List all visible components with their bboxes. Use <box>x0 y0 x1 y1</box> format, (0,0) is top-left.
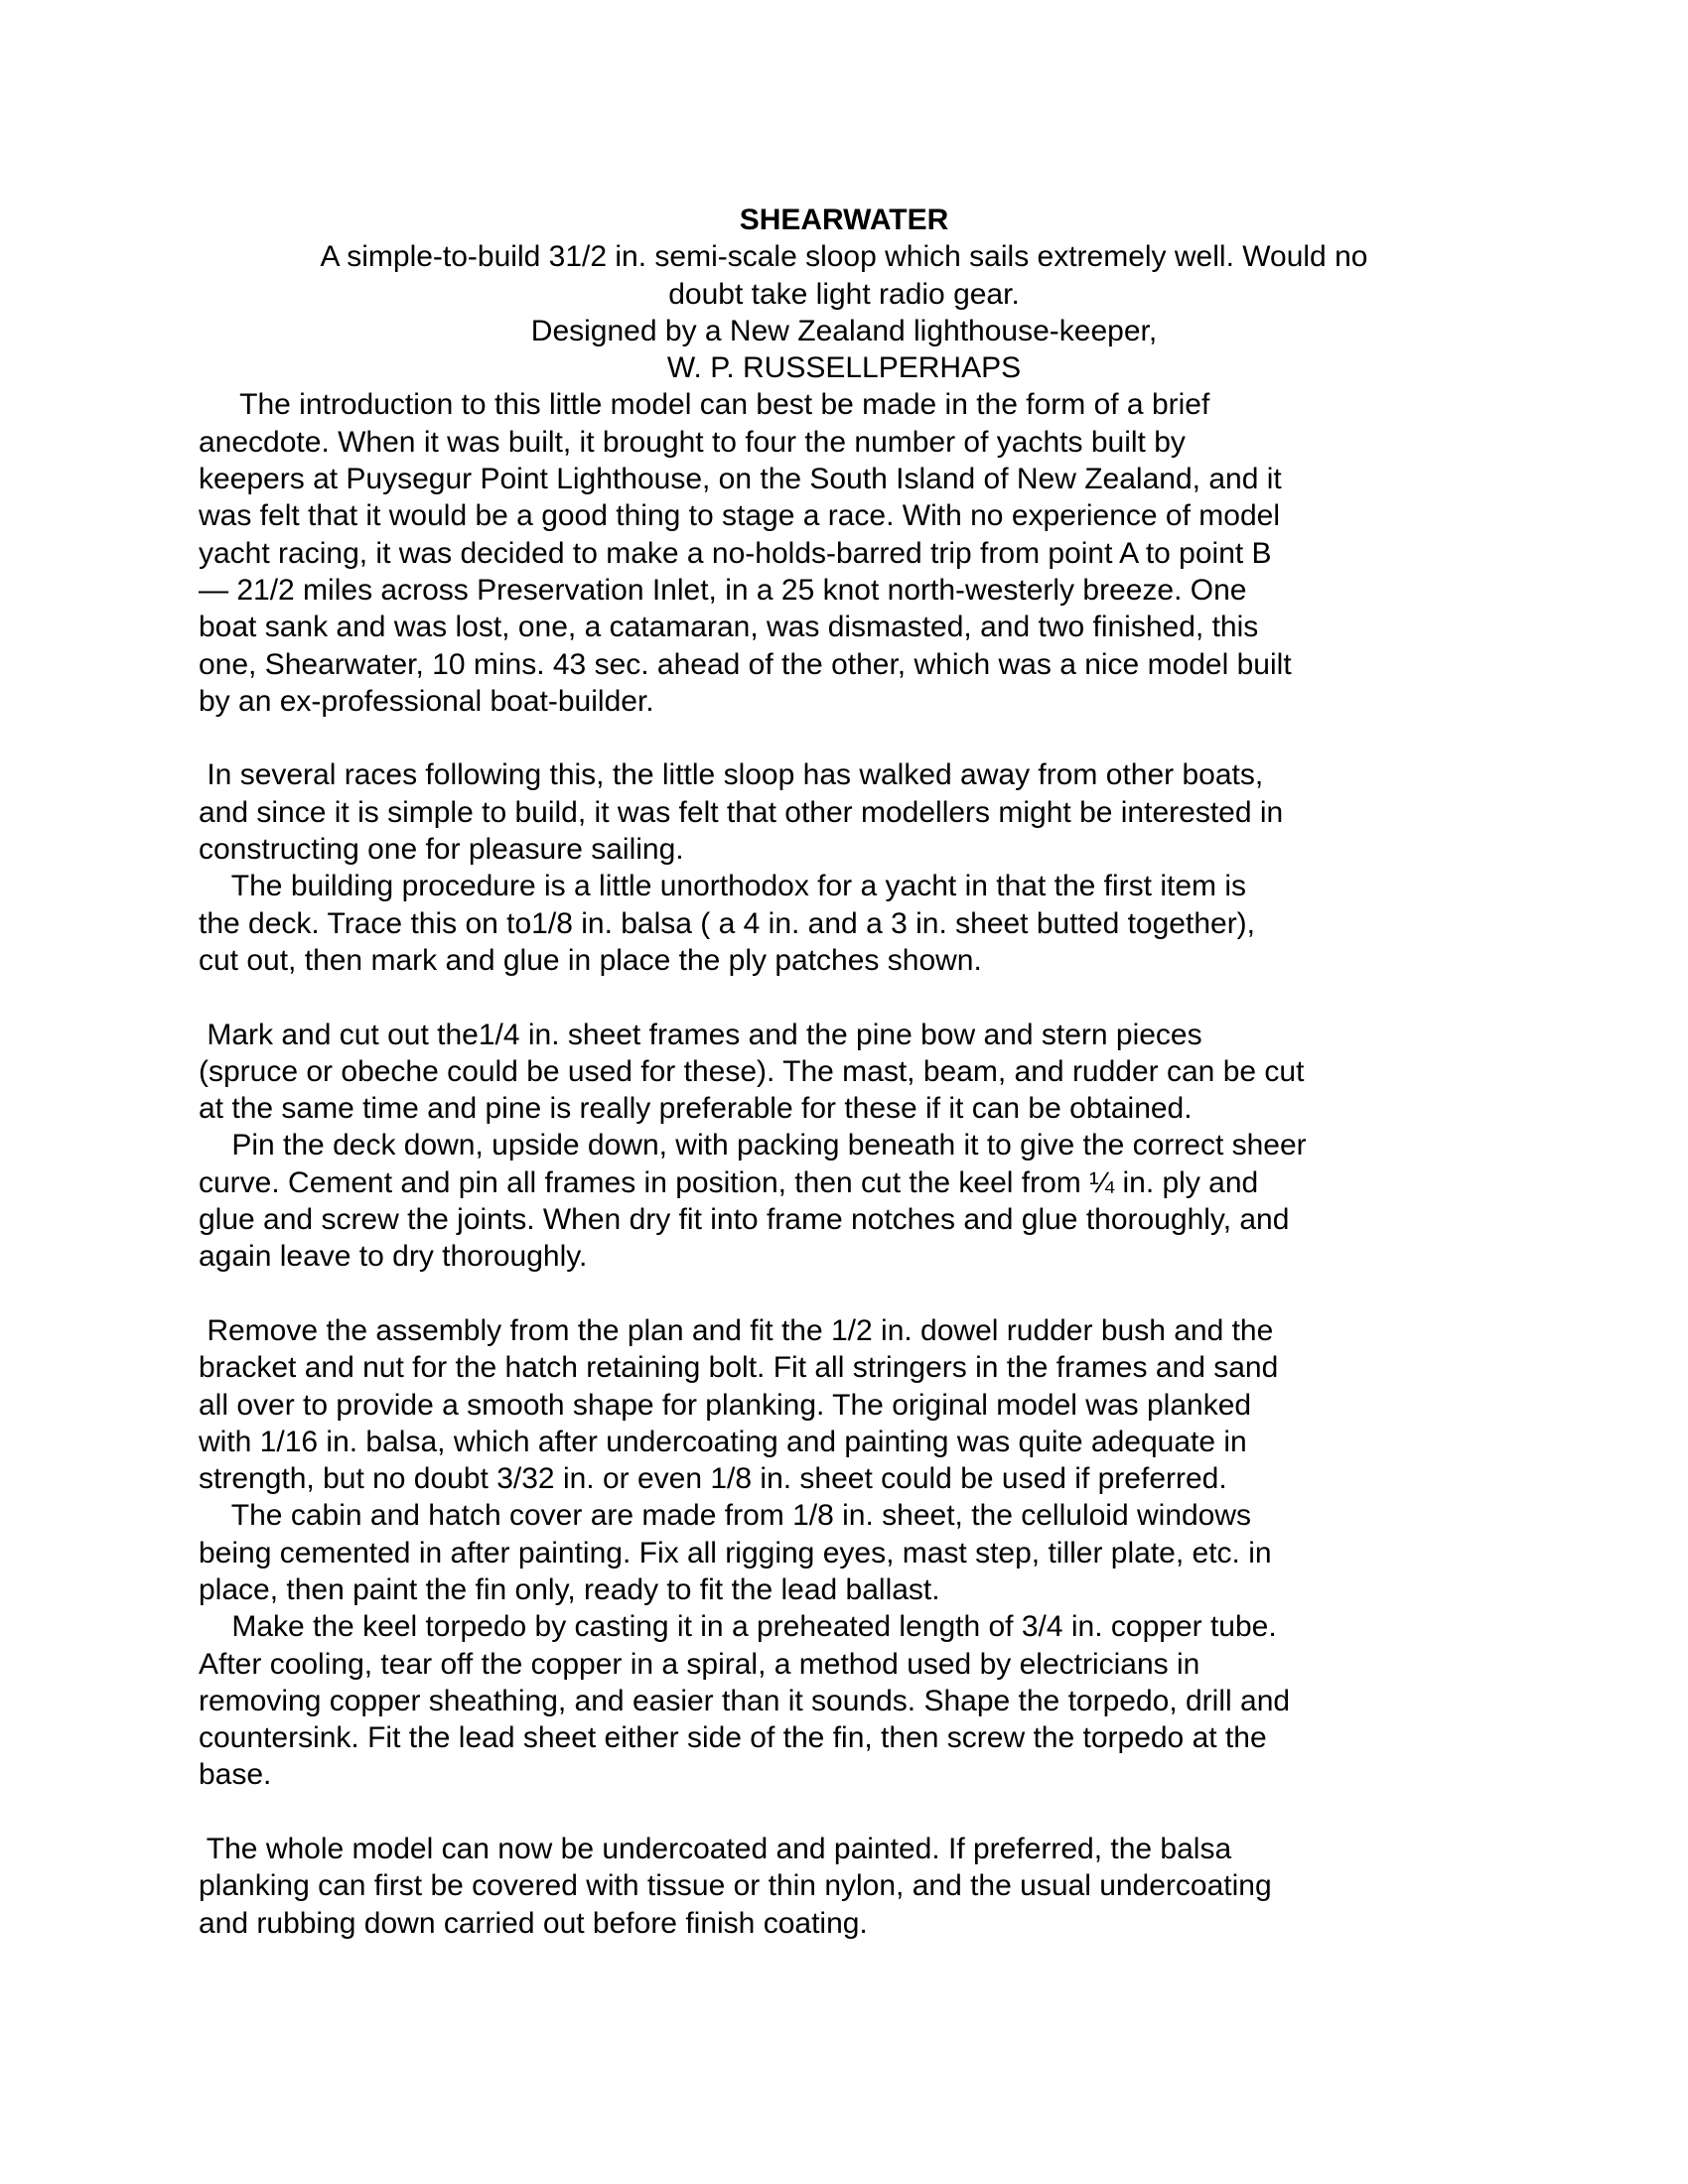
paragraph-line: anecdote. When it was built, it brought to four the number of yachts built by <box>199 425 1186 459</box>
byline-author: W. P. RUSSELLPERHAPS <box>666 351 1022 385</box>
paragraph-line: planking can first be covered with tissue or thin nylon, and the usual undercoating <box>199 1869 1272 1903</box>
paragraph-line: glue and screw the joints. When dry fit into frame notches and glue thoroughly, and <box>199 1203 1290 1237</box>
paragraph-line: the deck. Trace this on to1/8 in. balsa ( a 4 in. and a 3 in. sheet butted together), <box>199 906 1256 940</box>
paragraph-line: again leave to dry thoroughly. <box>199 1240 588 1274</box>
paragraph-line: all over to provide a smooth shape for planking. The original model was planked <box>199 1388 1252 1422</box>
paragraph-line: at the same time and pine is really preferable for these if it can be obtained. <box>199 1092 1193 1126</box>
paragraph-line <box>199 979 1489 1016</box>
document-page <box>199 202 1489 1942</box>
paragraph-line <box>199 1276 1489 1312</box>
paragraph-line: (spruce or obeche could be used for these). The mast, beam, and rudder can be cut <box>199 1054 1305 1088</box>
paragraph-line: and rubbing down carried out before finish coating. <box>199 1906 868 1940</box>
paragraph-line: — 21/2 miles across Preservation Inlet, in a 25 knot north-westerly breeze. One <box>199 573 1247 607</box>
paragraph-line: The introduction to this little model can best be made in the form of a brief <box>199 388 1210 422</box>
paragraph-line: Remove the assembly from the plan and fit the 1/2 in. dowel rudder bush and the <box>199 1313 1274 1347</box>
paragraph-line: The building procedure is a little unorthodox for a yacht in that the first item is <box>199 870 1246 903</box>
paragraph-line: Make the keel torpedo by casting it in a preheated length of 3/4 in. copper tube. <box>199 1610 1277 1644</box>
paragraph-line: Mark and cut out the1/4 in. sheet frames and the pine bow and stern pieces <box>199 1018 1202 1051</box>
paragraph-line: strength, but no doubt 3/32 in. or even 1/8 in. sheet could be used if preferred. <box>199 1462 1227 1496</box>
subtitle-line-1: A simple-to-build 31/2 in. semi-scale sloop which sails extremely well. Would no <box>320 240 1368 274</box>
paragraph-line: curve. Cement and pin all frames in position, then cut the keel from ¼ in. ply and <box>199 1165 1259 1199</box>
paragraph-line: one, Shearwater, 10 mins. 43 sec. ahead of the other, which was a nice model built <box>199 647 1292 681</box>
document-header <box>199 202 1489 386</box>
paragraph-line: After cooling, tear off the copper in a spiral, a method used by electricians in <box>199 1647 1200 1681</box>
document-title: SHEARWATER <box>739 204 949 236</box>
paragraph-line: The whole model can now be undercoated and painted. If preferred, the balsa <box>199 1833 1232 1866</box>
paragraph-line <box>199 720 1489 756</box>
paragraph-line: Pin the deck down, upside down, with packing beneath it to give the correct sheer <box>199 1129 1307 1162</box>
byline-designer: Designed by a New Zealand lighthouse-keeper, <box>530 314 1158 347</box>
paragraph-line: boat sank and was lost, one, a catamaran, was dismasted, and two finished, this <box>199 611 1259 644</box>
paragraph-line: place, then paint the fin only, ready to fit the lead ballast. <box>199 1572 940 1606</box>
paragraph-line: constructing one for pleasure sailing. <box>199 833 684 867</box>
paragraph-line: In several races following this, the little sloop has walked away from other boats, <box>199 758 1264 792</box>
paragraph-line: keepers at Puysegur Point Lighthouse, on the South Island of New Zealand, and it <box>199 463 1282 496</box>
document-body <box>199 386 1489 1941</box>
paragraph-line <box>199 1794 1489 1831</box>
paragraph-line: and since it is simple to build, it was felt that other modellers might be interested in <box>199 795 1284 829</box>
subtitle-line-2: doubt take light radio gear. <box>668 277 1020 311</box>
paragraph-line: removing copper sheathing, and easier than it sounds. Shape the torpedo, drill and <box>199 1684 1291 1717</box>
paragraph-line: was felt that it would be a good thing to stage a race. With no experience of model <box>199 499 1280 533</box>
paragraph-line: base. <box>199 1758 272 1792</box>
paragraph-line: yacht racing, it was decided to make a no-holds-barred trip from point A to point B <box>199 536 1272 570</box>
paragraph-line: cut out, then mark and glue in place the ply patches shown. <box>199 943 982 977</box>
paragraph-line: with 1/16 in. balsa, which after undercoating and painting was quite adequate in <box>199 1425 1247 1458</box>
paragraph-line: countersink. Fit the lead sheet either side of the fin, then screw the torpedo at the <box>199 1721 1267 1755</box>
paragraph-line: The cabin and hatch cover are made from 1/8 in. sheet, the celluloid windows <box>199 1499 1252 1533</box>
paragraph-line: being cemented in after painting. Fix all rigging eyes, mast step, tiller plate, etc. in <box>199 1536 1272 1570</box>
paragraph-line: by an ex-professional boat-builder. <box>199 684 654 718</box>
paragraph-line: bracket and nut for the hatch retaining bolt. Fit all stringers in the frames and sand <box>199 1351 1279 1385</box>
